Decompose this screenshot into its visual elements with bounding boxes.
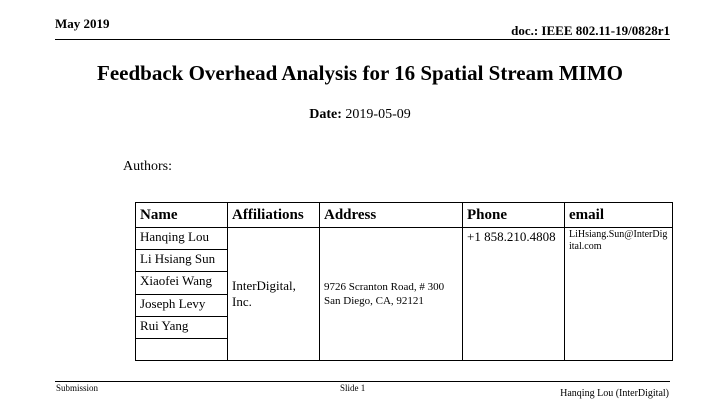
- col-header-phone: Phone: [463, 203, 565, 228]
- date-label: Date:: [309, 107, 342, 122]
- author-name: Rui Yang: [136, 316, 228, 338]
- authors-label: Authors:: [123, 159, 172, 174]
- table-row: [136, 228, 673, 250]
- footer-slide-number: Slide 1: [340, 383, 366, 393]
- authors-table: [135, 202, 673, 361]
- author-name-empty: [136, 339, 228, 361]
- footer-divider: [55, 381, 670, 382]
- address-line-2: San Diego, CA, 92121: [324, 295, 424, 307]
- address-cell: [320, 228, 463, 361]
- header-doc-id: doc.: IEEE 802.11-19/0828r1: [511, 23, 670, 38]
- col-header-name: Name: [136, 203, 228, 228]
- header-divider: [55, 39, 670, 40]
- author-name: Xiaofei Wang: [136, 272, 228, 294]
- slide-title: Feedback Overhead Analysis for 16 Spatial Stream MIMO: [97, 61, 623, 85]
- table-header-row: [136, 203, 673, 228]
- footer-submission: Submission: [56, 383, 99, 393]
- col-header-email: email: [565, 203, 673, 228]
- date-value: 2019-05-09: [341, 107, 411, 122]
- phone-cell: +1 858.210.4808: [463, 228, 565, 361]
- address-line-1: 9726 Scranton Road, # 300: [324, 281, 445, 293]
- date-line: [0, 107, 720, 123]
- email-value: LiHsiang.Sun@InterDigital.com: [569, 229, 668, 252]
- col-header-address: Address: [320, 203, 463, 228]
- author-name: Li Hsiang Sun: [136, 250, 228, 272]
- col-header-affiliations: Affiliations: [228, 203, 320, 228]
- header-date: May 2019: [55, 16, 110, 31]
- author-name: Hanqing Lou: [136, 228, 228, 250]
- affiliation-cell: InterDigital, Inc.: [228, 228, 320, 361]
- author-name: Joseph Levy: [136, 294, 228, 316]
- email-cell: [565, 228, 673, 361]
- footer-author: Hanqing Lou (InterDigital): [560, 388, 669, 399]
